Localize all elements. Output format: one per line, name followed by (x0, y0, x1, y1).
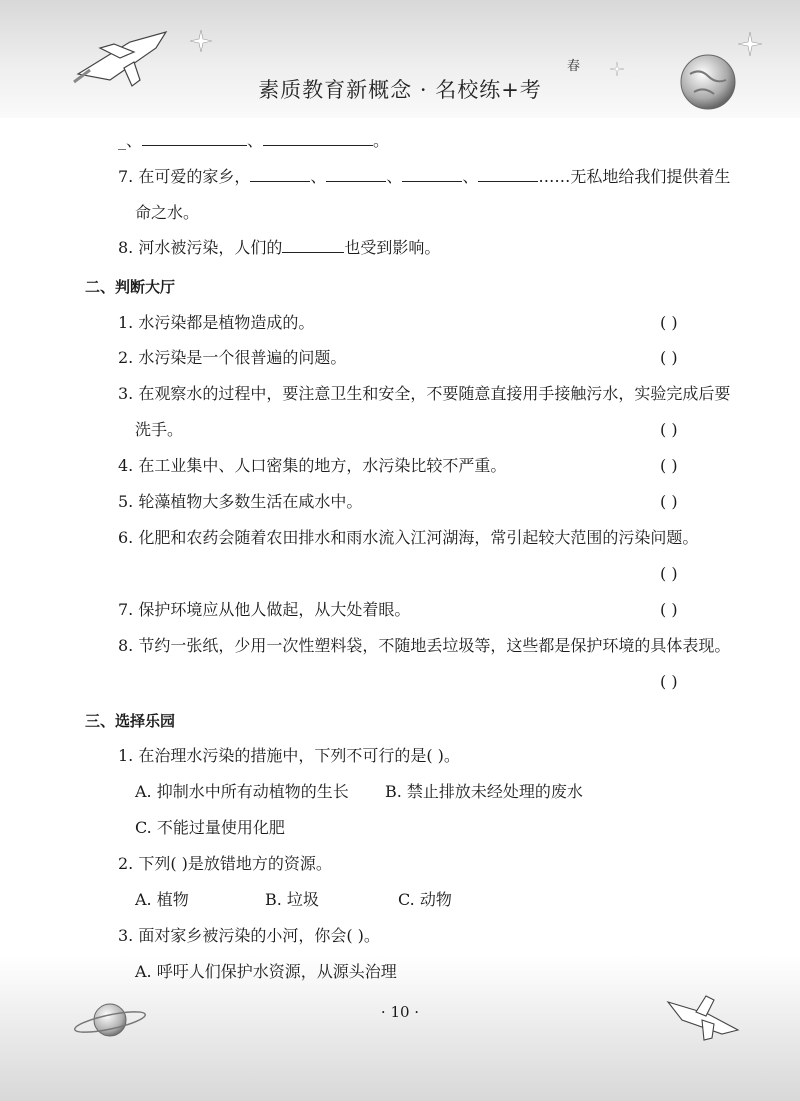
season-label: 春 (567, 59, 581, 74)
q7-separator: 、 (386, 167, 403, 186)
q2-option-c[interactable]: C. 动物 (398, 890, 452, 909)
answer-paren[interactable]: ( ) (660, 600, 678, 619)
question-6-tail (118, 131, 389, 151)
q6-tail-separator: 、 (247, 131, 264, 150)
q6-tail-blank-start: _ (118, 131, 126, 150)
star-icon (738, 32, 762, 56)
section-3-title: 三、选择乐园 (85, 712, 176, 730)
q2-option-a[interactable]: A. 植物 (135, 890, 189, 909)
answer-blank[interactable] (326, 167, 386, 182)
q1-option-c[interactable]: C. 不能过量使用化肥 (135, 818, 285, 837)
star-icon (190, 30, 212, 52)
judge-item-5: 5. 轮藻植物大多数生活在咸水中。 (118, 492, 363, 511)
q7-text: 7. 在可爱的家乡， (118, 167, 251, 186)
q3-option-a[interactable]: A. 呼吁人们保护水资源，从源头治理 (135, 962, 397, 981)
judge-item-1: 1. 水污染都是植物造成的。 (118, 313, 315, 332)
answer-paren[interactable]: ( ) (660, 313, 678, 332)
judge-item-4: 4. 在工业集中、人口密集的地方，水污染比较不严重。 (118, 456, 507, 475)
judge-item-8: 8. 节约一张纸，少用一次性塑料袋，不随地丢垃圾等，这些都是保护环境的具体表现。 (118, 636, 731, 655)
q7-suffix: ……无私地给我们提供着生 (538, 167, 731, 186)
judge-item-7: 7. 保护环境应从他人做起，从大处着眼。 (118, 600, 411, 619)
answer-blank[interactable] (142, 131, 247, 146)
judge-item-3: 3. 在观察水的过程中，要注意卫生和安全，不要随意直接用手接触污水，实验完成后要 (118, 384, 731, 403)
answer-paren[interactable]: ( ) (660, 456, 678, 475)
answer-blank[interactable] (282, 238, 344, 253)
answer-blank[interactable] (263, 131, 373, 146)
answer-paren[interactable]: ( ) (660, 492, 678, 511)
q6-tail-separator: 、 (126, 131, 143, 150)
section-2-title: 二、判断大厅 (85, 278, 176, 296)
judge-item-3-cont: 洗手。 (135, 420, 184, 439)
answer-blank[interactable] (402, 167, 462, 182)
question-7 (118, 167, 730, 187)
question-8 (118, 238, 440, 258)
judge-item-6: 6. 化肥和农药会随着农田排水和雨水流入江河湖海，常引起较大范围的污染问题。 (118, 528, 699, 547)
q1-option-a[interactable]: A. 抑制水中所有动植物的生长 (135, 782, 349, 801)
choice-question-1: 1. 在治理水污染的措施中，下列不可行的是( )。 (118, 746, 460, 765)
answer-blank[interactable] (250, 167, 310, 182)
judge-item-2: 2. 水污染是一个很普遍的问题。 (118, 348, 347, 367)
choice-question-3: 3. 面对家乡被污染的小河，你会( )。 (118, 926, 380, 945)
q7-separator: 、 (310, 167, 327, 186)
page-header-title: 素质教育新概念 · 名校练+考 (258, 78, 542, 102)
answer-paren[interactable]: ( ) (660, 672, 678, 691)
answer-blank[interactable] (478, 167, 538, 182)
answer-paren[interactable]: ( ) (660, 564, 678, 583)
space-shuttle-icon (662, 990, 742, 1045)
q2-option-b[interactable]: B. 垃圾 (265, 890, 319, 909)
answer-paren[interactable]: ( ) (660, 420, 678, 439)
question-7-cont: 命之水。 (135, 203, 200, 222)
q1-option-b[interactable]: B. 禁止排放未经处理的废水 (385, 782, 583, 801)
choice-question-2: 2. 下列( )是放错地方的资源。 (118, 854, 332, 873)
q6-tail-end: 。 (373, 131, 390, 150)
q8-suffix: 也受到影响。 (344, 238, 441, 257)
answer-paren[interactable]: ( ) (660, 348, 678, 367)
q7-separator: 、 (462, 167, 479, 186)
q8-text: 8. 河水被污染，人们的 (118, 238, 283, 257)
page-number: · 10 · (380, 1003, 420, 1021)
